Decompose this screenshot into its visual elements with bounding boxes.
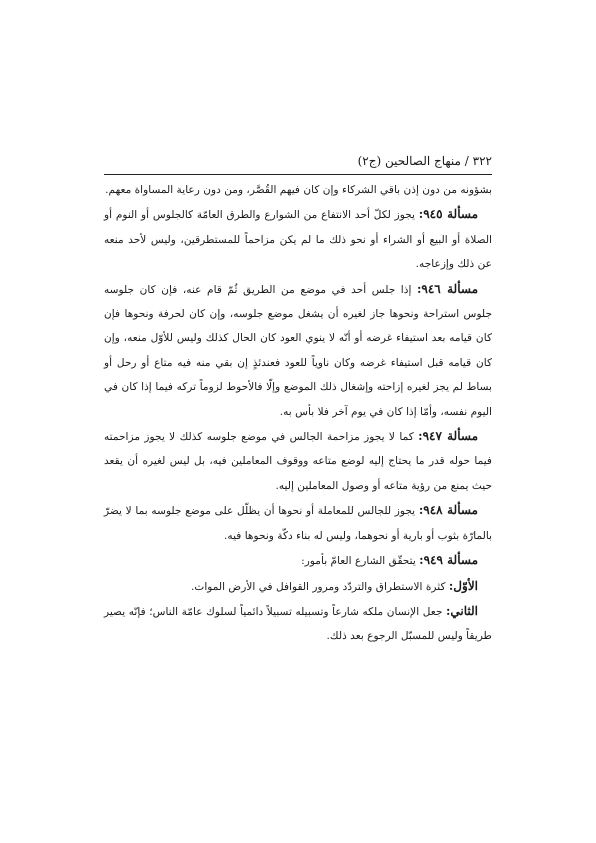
paragraph-text: إذا جلس أحد في موضع من الطريق ثُمّ قام عنه، فإن كان جلوسه جلوس استراحة ونحوها جاز لغيره أن يشغل موضع جلوسه، وإن كان لحرفة ونحوها فإن كان قيامه بعد استيفاء غرضه أو أنّه لا ينوي العود كان الحال كذلك وليس للأوّل منعه، وإن كان قيامه قبل استيفاء غرضه وكان ناوياً للعود فعندئذٍ إن بقي منه فيه متاع أو رحل أو بساط لم يجز لغيره إزاحته وإشغال ذلك الموضع وإلّا فالأحوط لزوماً تركه فيما إذا كان في اليوم نفسه، وأمّا إذا كان في يوم آخر فلا بأس به. bbox=[104, 283, 492, 418]
paragraph-text: كما لا يجوز مزاحمة الجالس في موضع جلوسه كذلك لا يجوز مزاحمته فيما حوله قدر ما يحتاج إليه لوضع متاعه ووقوف المعاملين فيه، بل ليس لغيره أن يقعد حيث يمنع من رؤية متاعه أو وصول المعاملين إليه. bbox=[104, 431, 492, 492]
paragraph-issue-948 bbox=[104, 498, 492, 548]
paragraph-text: كثرة الاستطراق والتردّد ومرور القوافل في الأرض الموات. bbox=[191, 580, 449, 593]
paragraph-second-way bbox=[104, 599, 492, 649]
page-header bbox=[104, 150, 492, 172]
paragraph-issue-949 bbox=[104, 548, 492, 573]
paragraph-text: بشؤونه من دون إذن باقي الشركاء وإن كان فيهم القُصَّر، ومن دون رعاية المساواة معهم. bbox=[105, 184, 492, 196]
item-label-second: الثاني: bbox=[445, 603, 478, 618]
issue-number-949: مسألة ٩٤٩: bbox=[419, 553, 478, 568]
paragraph-issue-946 bbox=[104, 277, 492, 424]
issue-number-946: مسألة ٩٤٦: bbox=[416, 281, 478, 296]
paragraph-issue-945 bbox=[104, 202, 492, 276]
paragraph-text: يجوز للجالس للمعاملة أو نحوها أن يظلّل على موضع جلوسه بما لا يضرّ بالمارّة بثوب أو بارية أو نحوهما، وليس له بناء دكّة ونحوها فيه. bbox=[104, 505, 492, 542]
issue-number-948: مسألة ٩٤٨: bbox=[418, 503, 478, 518]
issue-number-947: مسألة ٩٤٧: bbox=[418, 429, 478, 444]
paragraph-first-way bbox=[104, 574, 492, 599]
issue-number-945: مسألة ٩٤٥: bbox=[418, 207, 478, 222]
paragraph-continuation bbox=[104, 178, 492, 202]
item-label-first: الأوّل: bbox=[448, 578, 478, 593]
paragraph-issue-947 bbox=[104, 424, 492, 498]
header-divider bbox=[104, 174, 492, 175]
paragraph-text: جعل الإنسان ملكه شارعاً وتسبيله تسبيلاً دائمياً لسلوك عامّة الناس؛ فإنّه يصير طريقاً وليس للمسبّل الرجوع بعد ذلك. bbox=[104, 605, 492, 643]
page-body bbox=[104, 178, 492, 649]
page-header-text: ٣٢٢ / منهاج الصالحين (ج٢) bbox=[357, 154, 492, 168]
paragraph-text: يجوز لكلّ أحد الانتفاع من الشوارع والطرق العامّة كالجلوس أو النوم أو الصلاة أو البيع أو الشراء أو نحو ذلك ما لم يكن مزاحماً للمستطرقين، وليس لأحد منعه عن ذلك وإزعاجه. bbox=[104, 209, 492, 271]
paragraph-text: يتحقّق الشارع العامّ بأمور: bbox=[301, 555, 420, 568]
